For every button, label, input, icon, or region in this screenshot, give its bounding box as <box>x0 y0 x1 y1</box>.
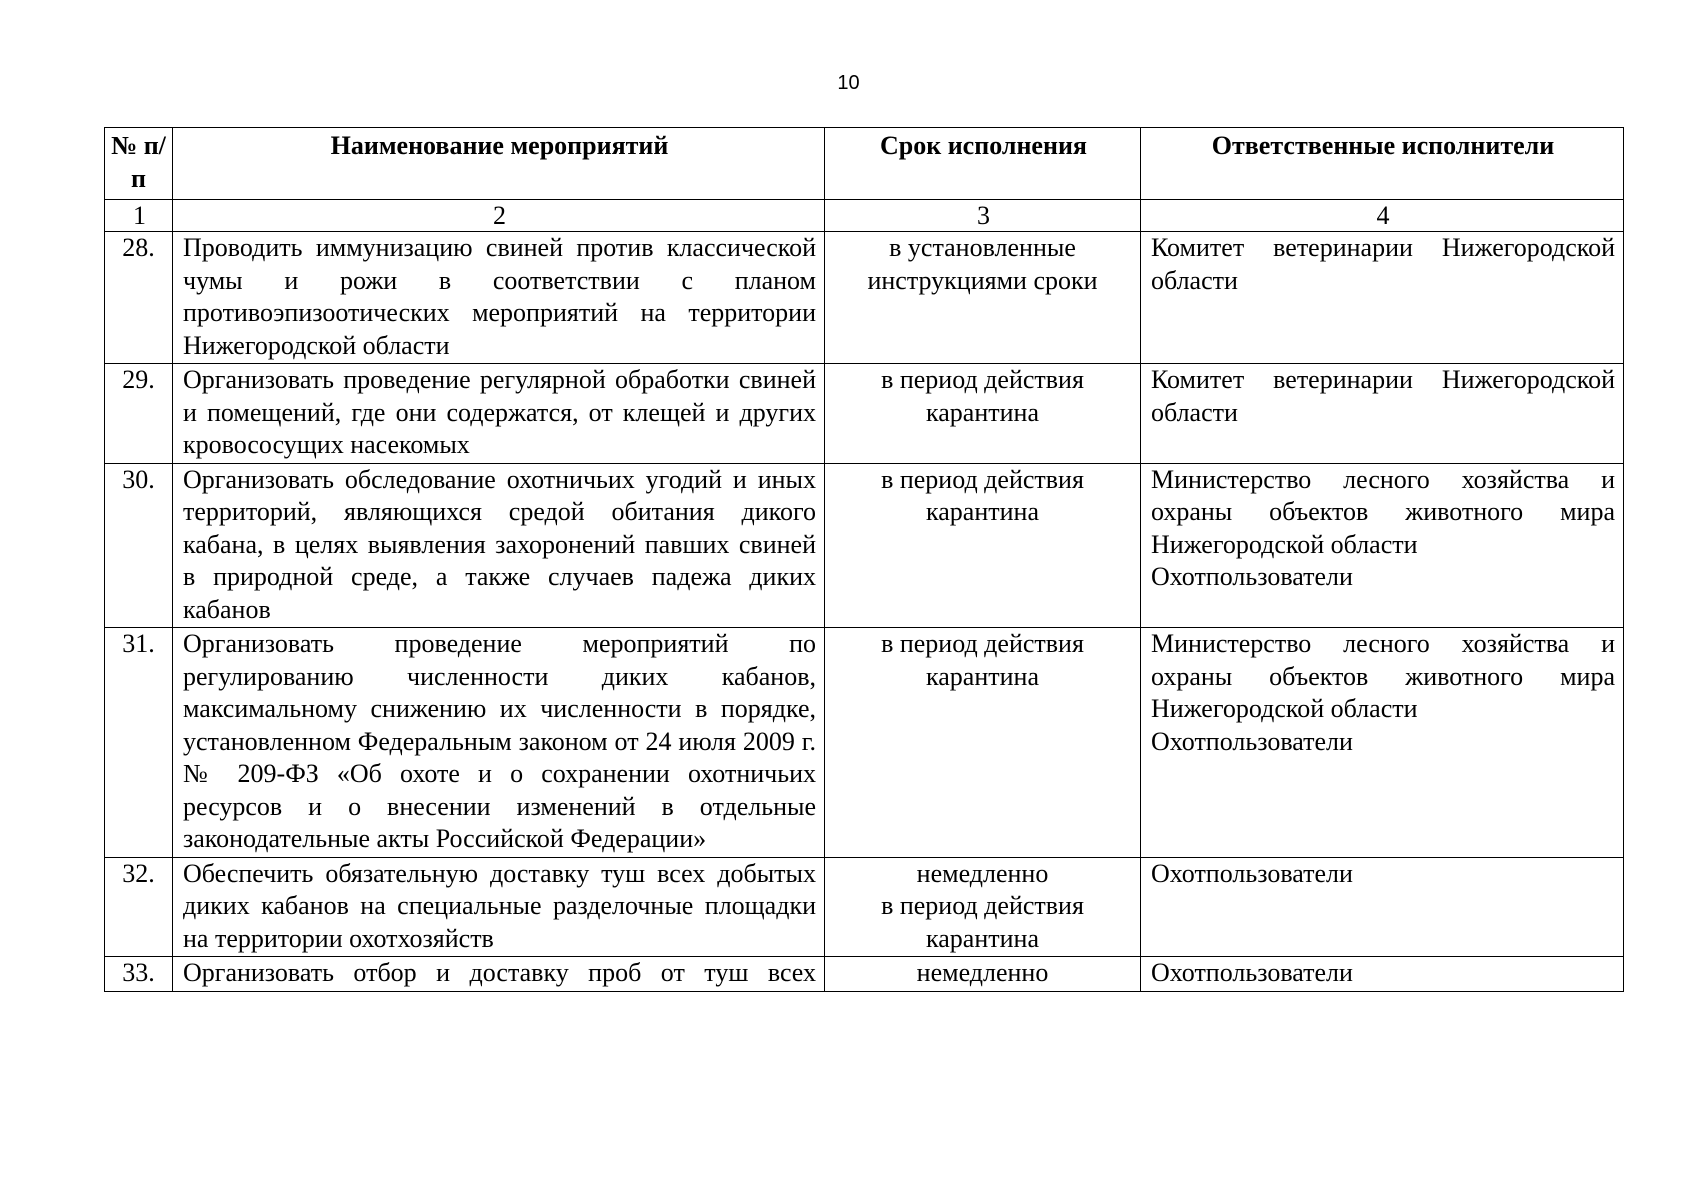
measure-name: Организовать обследование охотничьих угодий и иных территорий, являющихся средой обитания дикого кабана, в целях выявления захоронений павших свиней в природной среде, а также случаев падежа диких кабанов <box>173 463 825 628</box>
row-number: 29. <box>105 364 173 464</box>
row-number: 30. <box>105 463 173 628</box>
term-text: в период действия карантина <box>881 629 1084 691</box>
measure-name: Организовать проведение регулярной обработки свиней и помещений, где они содержатся, от клещей и других кровососущих насекомых <box>173 364 825 464</box>
responsible-text: Министерство лесного хозяйства и охраны объектов животного мира Нижегородской области <box>1151 464 1615 559</box>
responsible-text: Комитет ветеринарии Нижегородской области <box>1151 365 1615 427</box>
term-text: немедленно <box>916 958 1049 987</box>
table-row <box>105 628 1624 858</box>
term-text: в период действия карантина <box>881 464 1084 526</box>
header-term: Срок исполнения <box>825 128 1141 200</box>
column-number: 2 <box>173 200 825 232</box>
row-number: 28. <box>105 232 173 364</box>
header-no: № п/п <box>105 128 173 200</box>
term-text: в установленные инструкциями сроки <box>867 233 1098 295</box>
responsible-text: Охотпользователи <box>1151 562 1353 591</box>
responsible-cell <box>1141 957 1624 992</box>
page-number: 10 <box>837 72 860 94</box>
row-number: 33. <box>105 957 173 992</box>
column-number: 3 <box>825 200 1141 232</box>
table-row <box>105 463 1624 628</box>
term-cell <box>825 628 1141 858</box>
term-cell <box>825 857 1141 957</box>
responsible-text: Комитет ветеринарии Нижегородской области <box>1151 233 1615 295</box>
term-text: в период действия карантина <box>881 891 1084 953</box>
term-text: в период действия карантина <box>881 365 1084 427</box>
table-row <box>105 957 1624 992</box>
responsible-text: Охотпользователи <box>1151 958 1353 987</box>
measure-name: Проводить иммунизацию свиней против классической чумы и рожи в соответствии с планом противоэпизоотических мероприятий на территории Нижегородской области <box>173 232 825 364</box>
responsible-text: Министерство лесного хозяйства и охраны объектов животного мира Нижегородской области <box>1151 629 1615 723</box>
row-number: 31. <box>105 628 173 858</box>
column-number: 1 <box>105 200 173 232</box>
column-number: 4 <box>1141 200 1624 232</box>
term-cell <box>825 463 1141 628</box>
column-number-row <box>105 200 1624 232</box>
term-text: немедленно <box>916 858 1049 888</box>
responsible-cell <box>1141 628 1624 858</box>
measures-table <box>104 127 1624 992</box>
measure-name: Обеспечить обязательную доставку туш всех добытых диких кабанов на специальные разделочные площадки на территории охотхозяйств <box>173 857 825 957</box>
header-name: Наименование мероприятий <box>173 128 825 200</box>
header-row <box>105 128 1624 200</box>
measure-name: Организовать проведение мероприятий по регулированию численности диких кабанов, максимальному снижению их численности в порядке, установленном Федеральным законом от 24 июля 2009 г. № 209-ФЗ «Об охоте и о сохранении охотничьих ресурсов и о внесении изменений в отдельные законодательные акты Российской Федерации» <box>173 628 825 858</box>
responsible-cell <box>1141 232 1624 364</box>
responsible-text: Охотпользователи <box>1151 726 1353 756</box>
responsible-cell <box>1141 857 1624 957</box>
table-row <box>105 364 1624 464</box>
responsible-cell <box>1141 364 1624 464</box>
measure-name: Организовать отбор и доставку проб от туш всех <box>173 957 825 992</box>
responsible-text: Охотпользователи <box>1151 858 1353 888</box>
table-row <box>105 232 1624 364</box>
table-row <box>105 857 1624 957</box>
term-cell <box>825 957 1141 992</box>
term-cell <box>825 232 1141 364</box>
header-responsible: Ответственные исполнители <box>1141 128 1624 200</box>
term-cell <box>825 364 1141 464</box>
row-number: 32. <box>105 857 173 957</box>
responsible-cell <box>1141 463 1624 628</box>
